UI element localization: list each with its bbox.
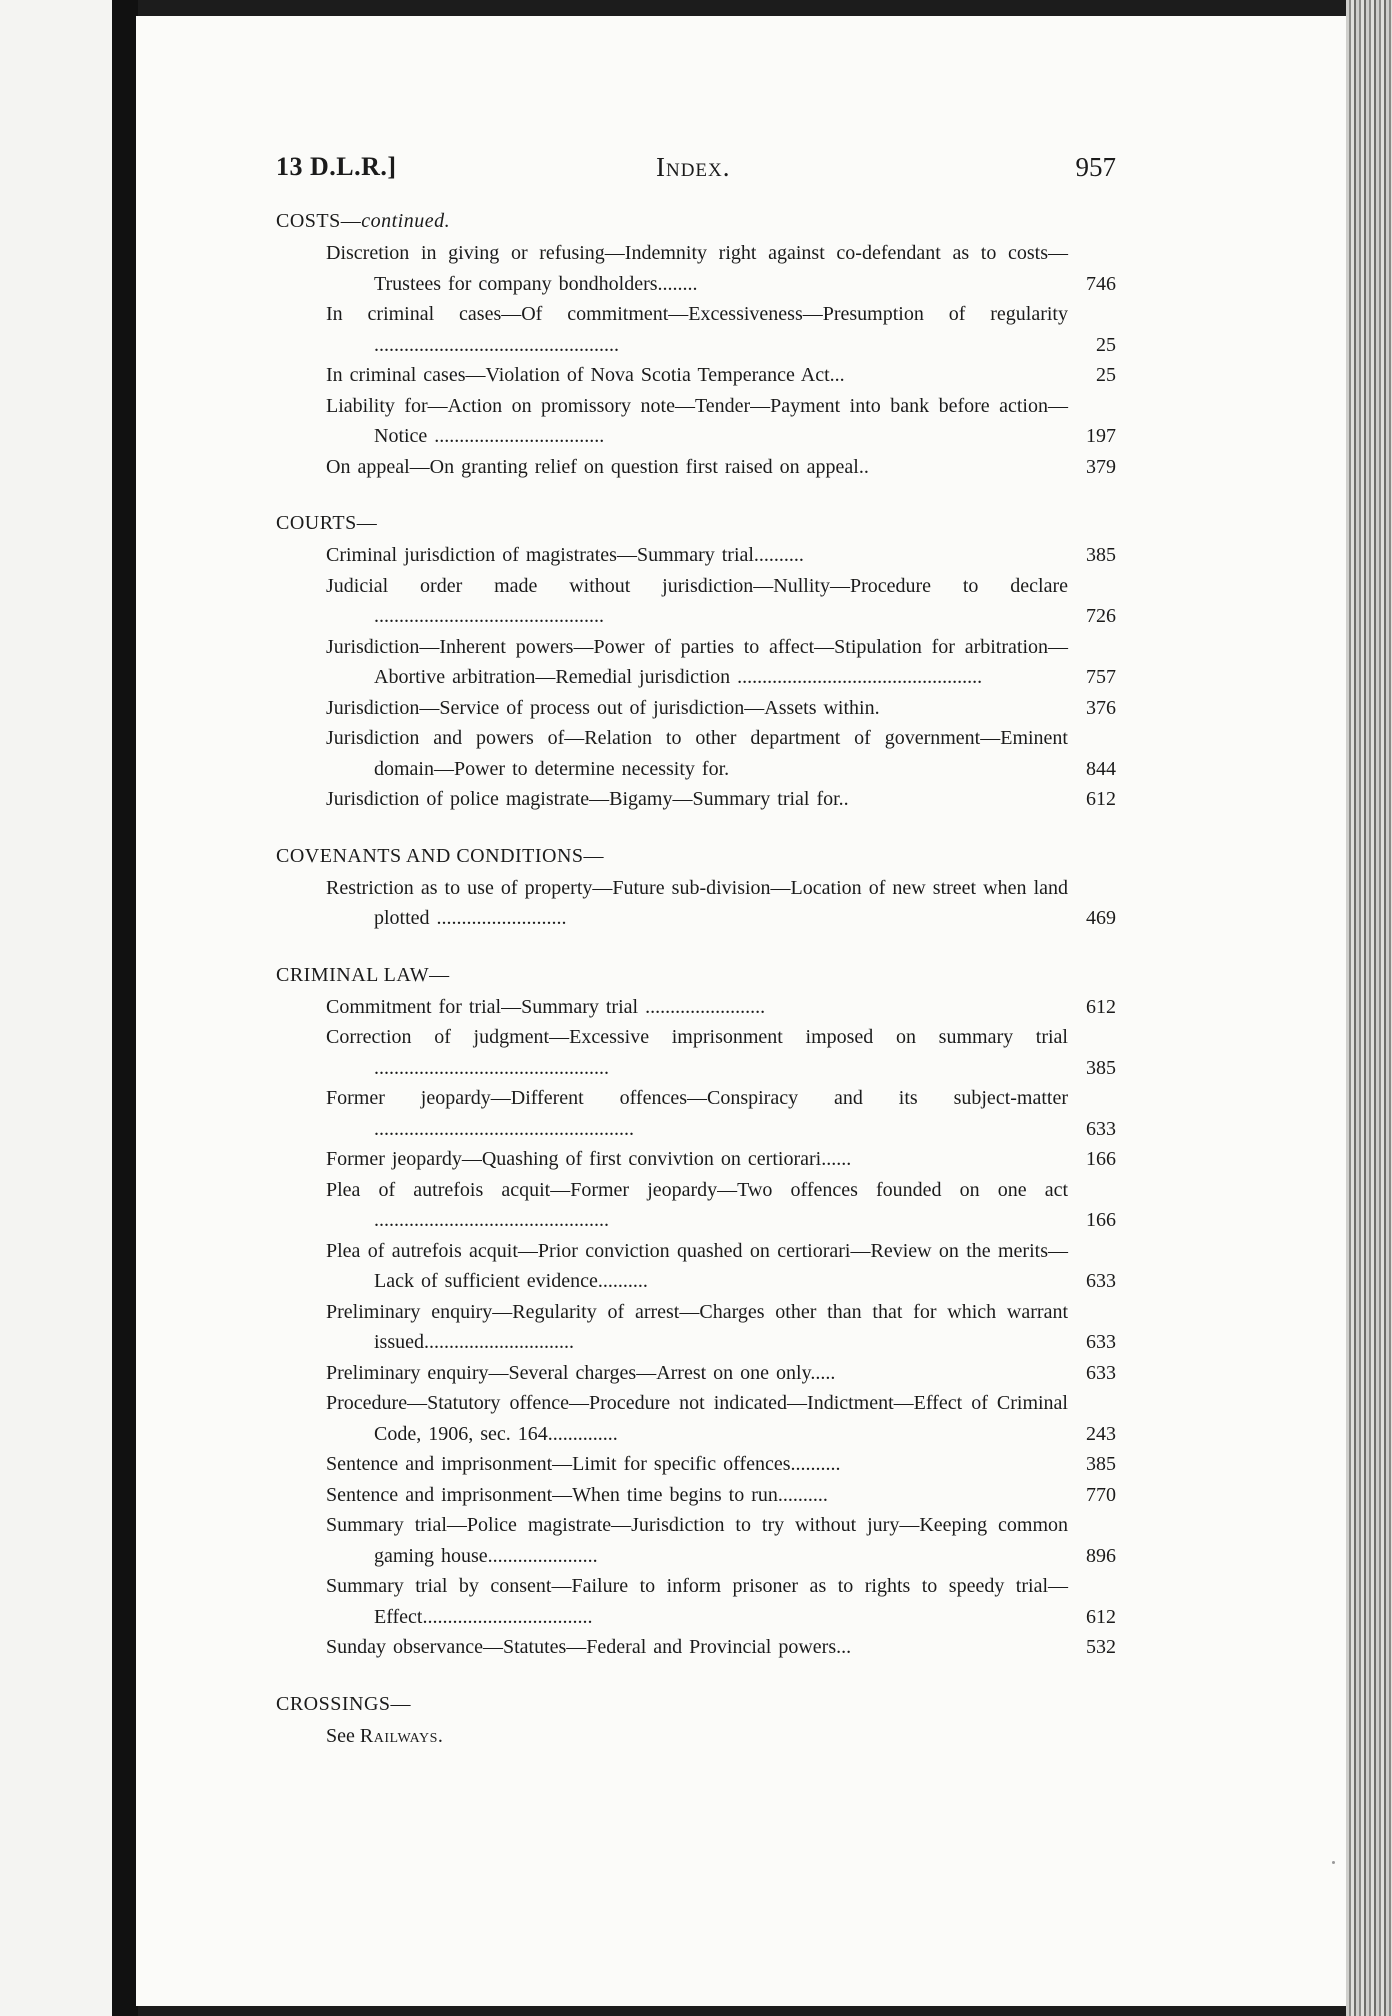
entry-text: Sunday observance—Statutes—Federal and Provincial powers... — [326, 1636, 852, 1658]
section-courts — [276, 508, 1116, 815]
entry-page: 612 — [1086, 995, 1116, 1018]
entry-text: Preliminary enquiry—Several charges—Arrest on one only..... — [326, 1361, 836, 1384]
entry-page: 633 — [1086, 1117, 1116, 1140]
section-title — [276, 841, 1116, 871]
entry-page: 25 — [1096, 333, 1116, 356]
index-entry — [326, 360, 1116, 391]
volume-label: 13 D.L.R.] — [276, 152, 397, 181]
entry-text: Summary trial—Police magistrate—Jurisdiction to try without jury—Keeping common gaming house...................... — [326, 1514, 1068, 1567]
entry-page: 770 — [1086, 1483, 1116, 1506]
index-entry — [326, 1144, 1116, 1175]
index-entry — [326, 571, 1116, 632]
entry-page: 385 — [1086, 1056, 1116, 1079]
index-entry — [326, 632, 1116, 693]
entry-page: 376 — [1086, 696, 1116, 719]
index-entry — [326, 992, 1116, 1023]
index-entry — [326, 1510, 1116, 1571]
entry-page: 25 — [1096, 364, 1116, 386]
entry-page: 896 — [1086, 1544, 1116, 1567]
continued-label: continued. — [361, 210, 451, 232]
entry-page: 757 — [1086, 666, 1116, 688]
entry-text: Procedure—Statutory offence—Procedure not indicated—Indictment—Effect of Criminal Code, 1906, sec. 164.............. — [326, 1392, 1068, 1445]
entry-text: Preliminary enquiry—Regularity of arrest—Charges other than that for which warrant issued.............................. — [326, 1300, 1068, 1353]
see-prefix: See — [326, 1724, 355, 1747]
index-entry — [326, 1083, 1116, 1144]
section-heading: COVENANTS AND CONDITIONS— — [276, 844, 605, 867]
page-edges — [1346, 0, 1392, 2016]
index-entry — [326, 723, 1116, 784]
entry-page: 612 — [1086, 788, 1116, 810]
section-title — [276, 1689, 1116, 1719]
left-page-margin — [0, 0, 118, 2016]
index-entry — [326, 1571, 1116, 1632]
entry-page: 726 — [1086, 605, 1116, 627]
entry-page: 379 — [1086, 455, 1116, 478]
entry-text: Commitment for trial—Summary trial ........................ — [326, 995, 766, 1018]
entry-page: 385 — [1086, 1453, 1116, 1475]
entry-text: Former jeopardy—Quashing of first convivtion on certiorari...... — [326, 1148, 852, 1170]
scan-speck — [1332, 1861, 1335, 1864]
entry-page: 197 — [1086, 425, 1116, 447]
index-entry — [326, 1480, 1116, 1511]
section-title — [276, 508, 1116, 538]
entry-text: On appeal—On granting relief on question first raised on appeal.. — [326, 455, 869, 478]
entry-page: 532 — [1086, 1636, 1116, 1658]
page-title: Index. — [656, 152, 731, 182]
index-entry — [326, 693, 1116, 724]
section-covenants — [276, 841, 1116, 934]
section-heading: CRIMINAL LAW— — [276, 963, 450, 986]
entry-page: 166 — [1086, 1209, 1116, 1231]
index-entry — [326, 784, 1116, 815]
section-heading: CROSSINGS— — [276, 1692, 412, 1715]
index-entry — [326, 540, 1116, 571]
entry-text: Jurisdiction and powers of—Relation to other department of government—Eminent domain—Power to determine necessity for. — [326, 727, 1068, 780]
index-entry — [326, 1358, 1116, 1389]
entry-page: 243 — [1086, 1422, 1116, 1445]
index-entry — [326, 299, 1116, 360]
entry-text: Criminal jurisdiction of magistrates—Summary trial.......... — [326, 544, 804, 566]
running-header — [276, 152, 1116, 206]
entry-page: 633 — [1086, 1331, 1116, 1353]
entry-text: Summary trial by consent—Failure to inform prisoner as to rights to speedy trial—Effect.................................. — [326, 1575, 1068, 1628]
entry-text: Plea of autrefois acquit—Former jeopardy—Two offences founded on one act ............................................... — [326, 1178, 1068, 1231]
entry-page: 633 — [1086, 1270, 1116, 1292]
see-reference — [326, 1721, 1116, 1751]
index-page — [136, 16, 1346, 2006]
entry-text: Correction of judgment—Excessive imprisonment imposed on summary trial ............................................... — [326, 1026, 1068, 1079]
entry-text: Restriction as to use of property—Future sub-division—Location of new street when land plotted .......................... — [326, 876, 1068, 929]
section-heading: COURTS— — [276, 512, 378, 534]
page-content — [276, 152, 1116, 1777]
section-title — [276, 206, 1116, 236]
index-entry — [326, 391, 1116, 452]
entry-text: Plea of autrefois acquit—Prior conviction quashed on certiorari—Review on the merits—Lack of sufficient evidence.......... — [326, 1239, 1068, 1292]
index-entry — [326, 873, 1116, 934]
entry-page: 166 — [1086, 1148, 1116, 1170]
entry-page: 385 — [1086, 544, 1116, 566]
section-criminal-law — [276, 960, 1116, 1663]
page-number: 957 — [1075, 152, 1116, 182]
see-target: Railways. — [359, 1724, 444, 1747]
entry-text: Jurisdiction—Service of process out of jurisdiction—Assets within. — [326, 696, 880, 719]
entry-text: Jurisdiction—Inherent powers—Power of parties to affect—Stipulation for arbitration—Abortive arbitration—Remedial jurisdiction ................................................. — [326, 635, 1068, 688]
entry-text: Judicial order made without jurisdiction—Nullity—Procedure to declare .............................................. — [326, 574, 1068, 627]
entry-page: 746 — [1086, 272, 1116, 295]
index-entry — [326, 1022, 1116, 1083]
entry-page: 633 — [1086, 1361, 1116, 1384]
index-entry — [326, 1449, 1116, 1480]
entry-text: Discretion in giving or refusing—Indemnity right against co-defendant as to costs—Trustees for company bondholders........ — [326, 242, 1068, 295]
entry-text: Liability for—Action on promissory note—Tender—Payment into bank before action—Notice .................................. — [326, 394, 1068, 447]
entry-text: Sentence and imprisonment—Limit for specific offences.......... — [326, 1453, 841, 1475]
entry-text: Jurisdiction of police magistrate—Bigamy—Summary trial for.. — [326, 788, 849, 810]
index-entry — [326, 1297, 1116, 1358]
index-entry — [326, 1388, 1116, 1449]
index-entry — [326, 1175, 1116, 1236]
section-title — [276, 960, 1116, 990]
entry-text: Former jeopardy—Different offences—Conspiracy and its subject-matter .................................................... — [326, 1087, 1068, 1140]
index-entry — [326, 452, 1116, 483]
entry-text: In criminal cases—Of commitment—Excessiveness—Presumption of regularity ................................................. — [326, 303, 1068, 356]
entry-page: 844 — [1086, 757, 1116, 780]
index-entry — [326, 1632, 1116, 1663]
book-binding-shadow — [112, 0, 138, 2016]
section-heading: COSTS— — [276, 210, 362, 232]
section-costs — [276, 206, 1116, 482]
entry-page: 612 — [1086, 1605, 1116, 1628]
entry-text: Sentence and imprisonment—When time begins to run.......... — [326, 1483, 828, 1506]
entry-text: In criminal cases—Violation of Nova Scotia Temperance Act... — [326, 364, 845, 386]
index-entry — [326, 1236, 1116, 1297]
entry-page: 469 — [1086, 907, 1116, 929]
section-crossings — [276, 1689, 1116, 1751]
index-entry — [326, 238, 1116, 299]
